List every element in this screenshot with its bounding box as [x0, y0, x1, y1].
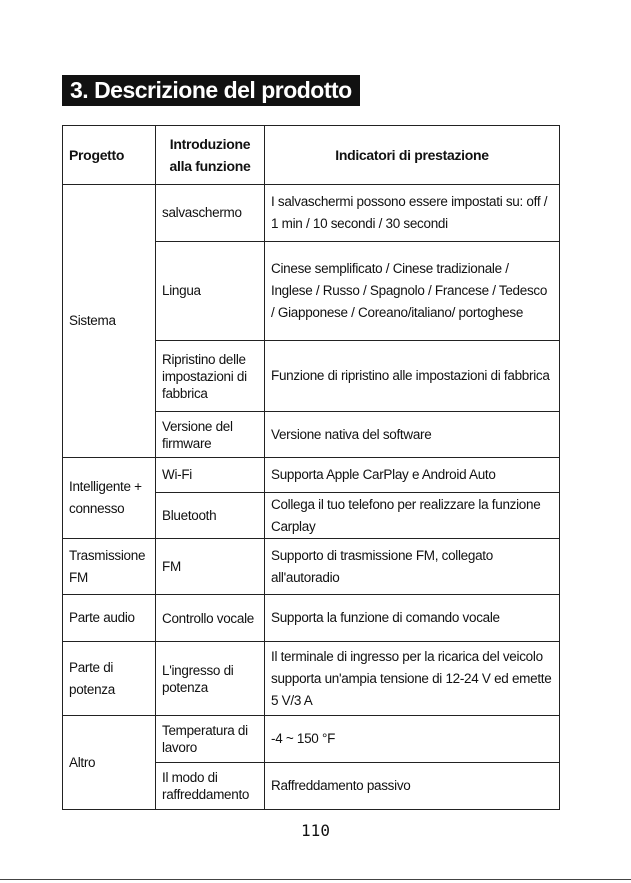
function-cell: Wi-Fi — [156, 458, 265, 493]
indicator-cell: Supporto di trasmissione FM, collegato all'autoradio — [265, 539, 560, 595]
function-cell: salvaschermo — [156, 185, 265, 242]
function-cell: L'ingresso di potenza — [156, 642, 265, 716]
table-row — [63, 642, 560, 716]
group-sistema: Sistema — [63, 185, 156, 458]
indicator-cell: Supporta Apple CarPlay e Android Auto — [265, 458, 560, 493]
indicator-cell: I salvaschermi possono essere impostati su: off / 1 min / 10 secondi / 30 secondi — [265, 185, 560, 242]
indicator-cell: Supporta la funzione di comando vocale — [265, 595, 560, 642]
function-cell: FM — [156, 539, 265, 595]
spec-table — [62, 125, 560, 810]
function-cell: Ripristino delle impostazioni di fabbrica — [156, 341, 265, 412]
header-indicators: Indicatori di prestazione — [265, 126, 560, 185]
indicator-cell: Collega il tuo telefono per realizzare la funzione Carplay — [265, 493, 560, 539]
function-cell: Il modo di raffreddamento — [156, 763, 265, 810]
table-row — [63, 458, 560, 493]
function-cell: Temperatura di lavoro — [156, 716, 265, 763]
function-cell: Versione del firmware — [156, 412, 265, 458]
group-audio: Parte audio — [63, 595, 156, 642]
indicator-cell: Cinese semplificato / Cinese tradizionale / Inglese / Russo / Spagnolo / Francese / Tedesco / Giapponese / Coreano/italiano/ portoghese — [265, 242, 560, 341]
group-intelligente: Intelligente + connesso — [63, 458, 156, 539]
indicator-cell: Raffreddamento passivo — [265, 763, 560, 810]
header-project: Progetto — [63, 126, 156, 185]
table-row — [63, 539, 560, 595]
page-number: 110 — [301, 821, 330, 840]
table-row — [63, 595, 560, 642]
header-function: Introduzione alla funzione — [156, 126, 265, 185]
indicator-cell: Versione nativa del software — [265, 412, 560, 458]
table-row — [63, 716, 560, 763]
table-header-row — [63, 126, 560, 185]
section-title: 3. Descrizione del prodotto — [62, 75, 360, 106]
indicator-cell: Funzione di ripristino alle impostazioni di fabbrica — [265, 341, 560, 412]
bottom-divider — [0, 879, 631, 880]
indicator-cell: -4 ~ 150 °F — [265, 716, 560, 763]
function-cell: Controllo vocale — [156, 595, 265, 642]
indicator-cell: Il terminale di ingresso per la ricarica del veicolo supporta un'ampia tensione di 12-24 V ed emette 5 V/3 A — [265, 642, 560, 716]
group-trasmissione: Trasmissione FM — [63, 539, 156, 595]
group-potenza: Parte di potenza — [63, 642, 156, 716]
function-cell: Lingua — [156, 242, 265, 341]
table-row — [63, 185, 560, 242]
group-altro: Altro — [63, 716, 156, 810]
function-cell: Bluetooth — [156, 493, 265, 539]
